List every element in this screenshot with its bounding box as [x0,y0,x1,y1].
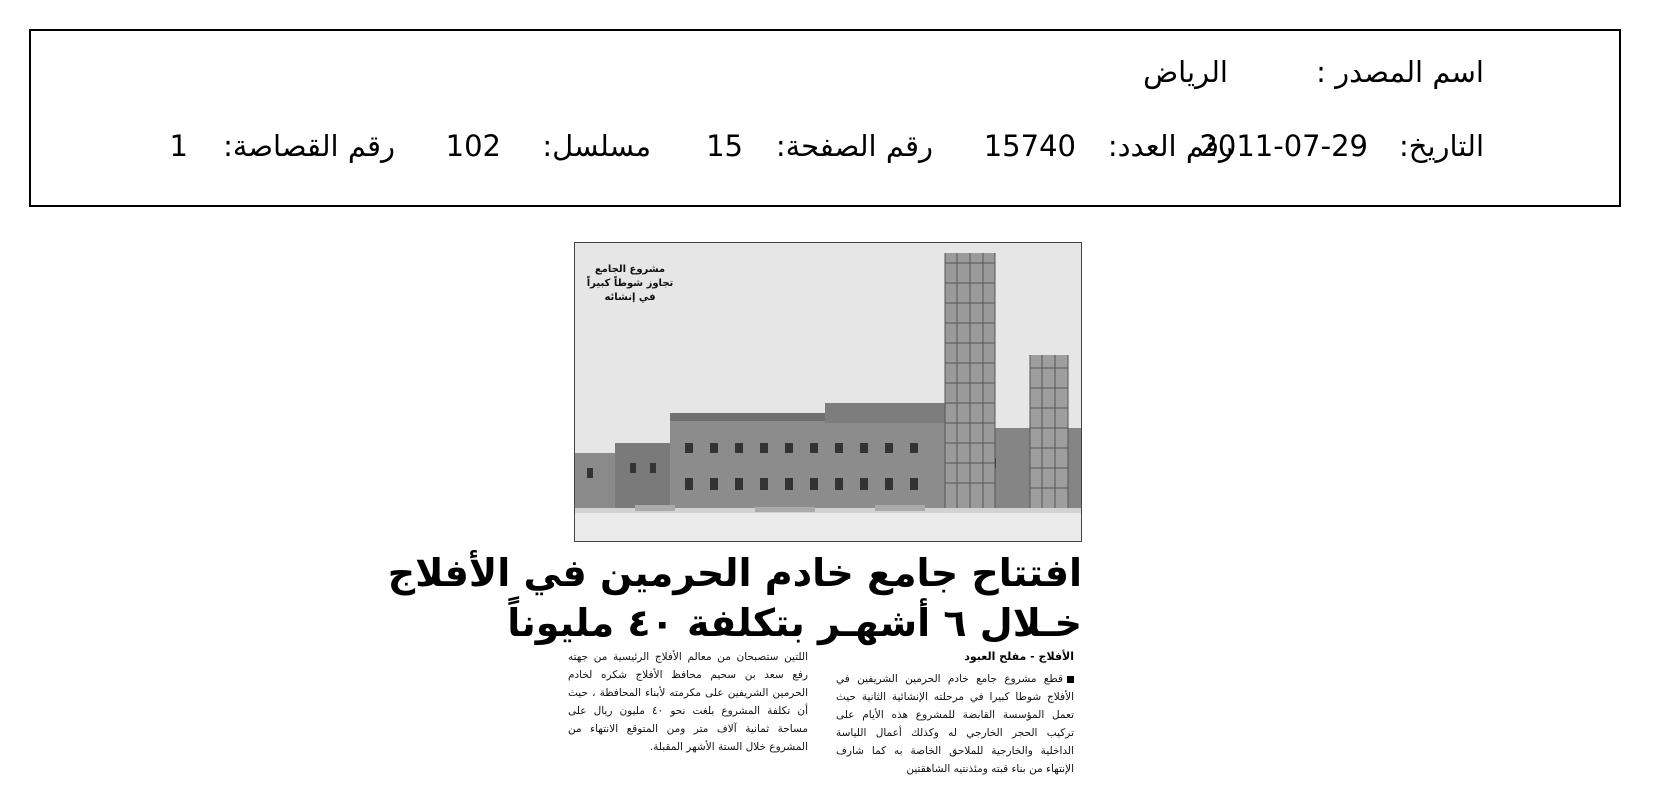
newspaper-clipping [387,240,1082,790]
article-byline: الأفلاج - مفلح العبود [964,650,1074,663]
clip-label: رقم القصاصة: [223,129,395,163]
headline-line-2: خـلال ٦ أشهـر بتكلفة ٤٠ مليوناً [507,601,1082,645]
source-value: الرياض [1143,55,1228,89]
mosque-construction-photo [574,242,1082,542]
article-headline [387,548,1082,648]
issue-value: 15740 [983,129,1076,163]
page-label: رقم الصفحة: [775,129,933,163]
date-value: 2011-07-29 [1199,129,1368,163]
photo-caption: مشروع الجامع تجاوز شوطاً كبيراً في إنشائه [586,264,674,303]
article-column-right [836,670,1074,778]
serial-value: 102 [445,129,501,163]
serial-label: مسلسل: [542,129,651,163]
issue-label: رقم العدد: [1107,129,1233,163]
date-label: التاريخ: [1398,129,1484,163]
clip-value: 1 [169,129,188,163]
source-label: اسم المصدر : [1316,55,1484,89]
bullet-square-icon [1067,676,1074,683]
headline-line-1: افتتاح جامع خادم الحرمين في الأفلاج [387,551,1082,595]
page-value: 15 [706,129,743,163]
column-right-text: قطع مشروع جامع خادم الحرمين الشريفين في الأفلاج شوطا كبيرا في مرحلته الإنشائية الثانية حيث تعمل المؤسسة القابضة للمشروع هذه الأيام على تركيب الحجر الخارجي له وكذلك أعمال اللياسة الداخلية والخارجية للملاحق الخاصة به كما شارف الإنتهاء من بناء قبته ومئذنتيه الشاهقتين [836,673,1074,775]
article-column-left: اللتين ستصبحان من معالم الأفلاج الرئيسية من جهته رفع سعد بن سحيم محافظ الأفلاج شكره لخادم الحرمين الشريفين على مكرمته لأبناء المحافظة ، حيث أن تكلفة المشروع بلغت نحو ٤٠ مليون ريال على مساحة ثمانية آلاف متر ومن المتوقع الانتهاء من المشروع خلال الستة الأشهر المقبلة. [568,651,808,753]
